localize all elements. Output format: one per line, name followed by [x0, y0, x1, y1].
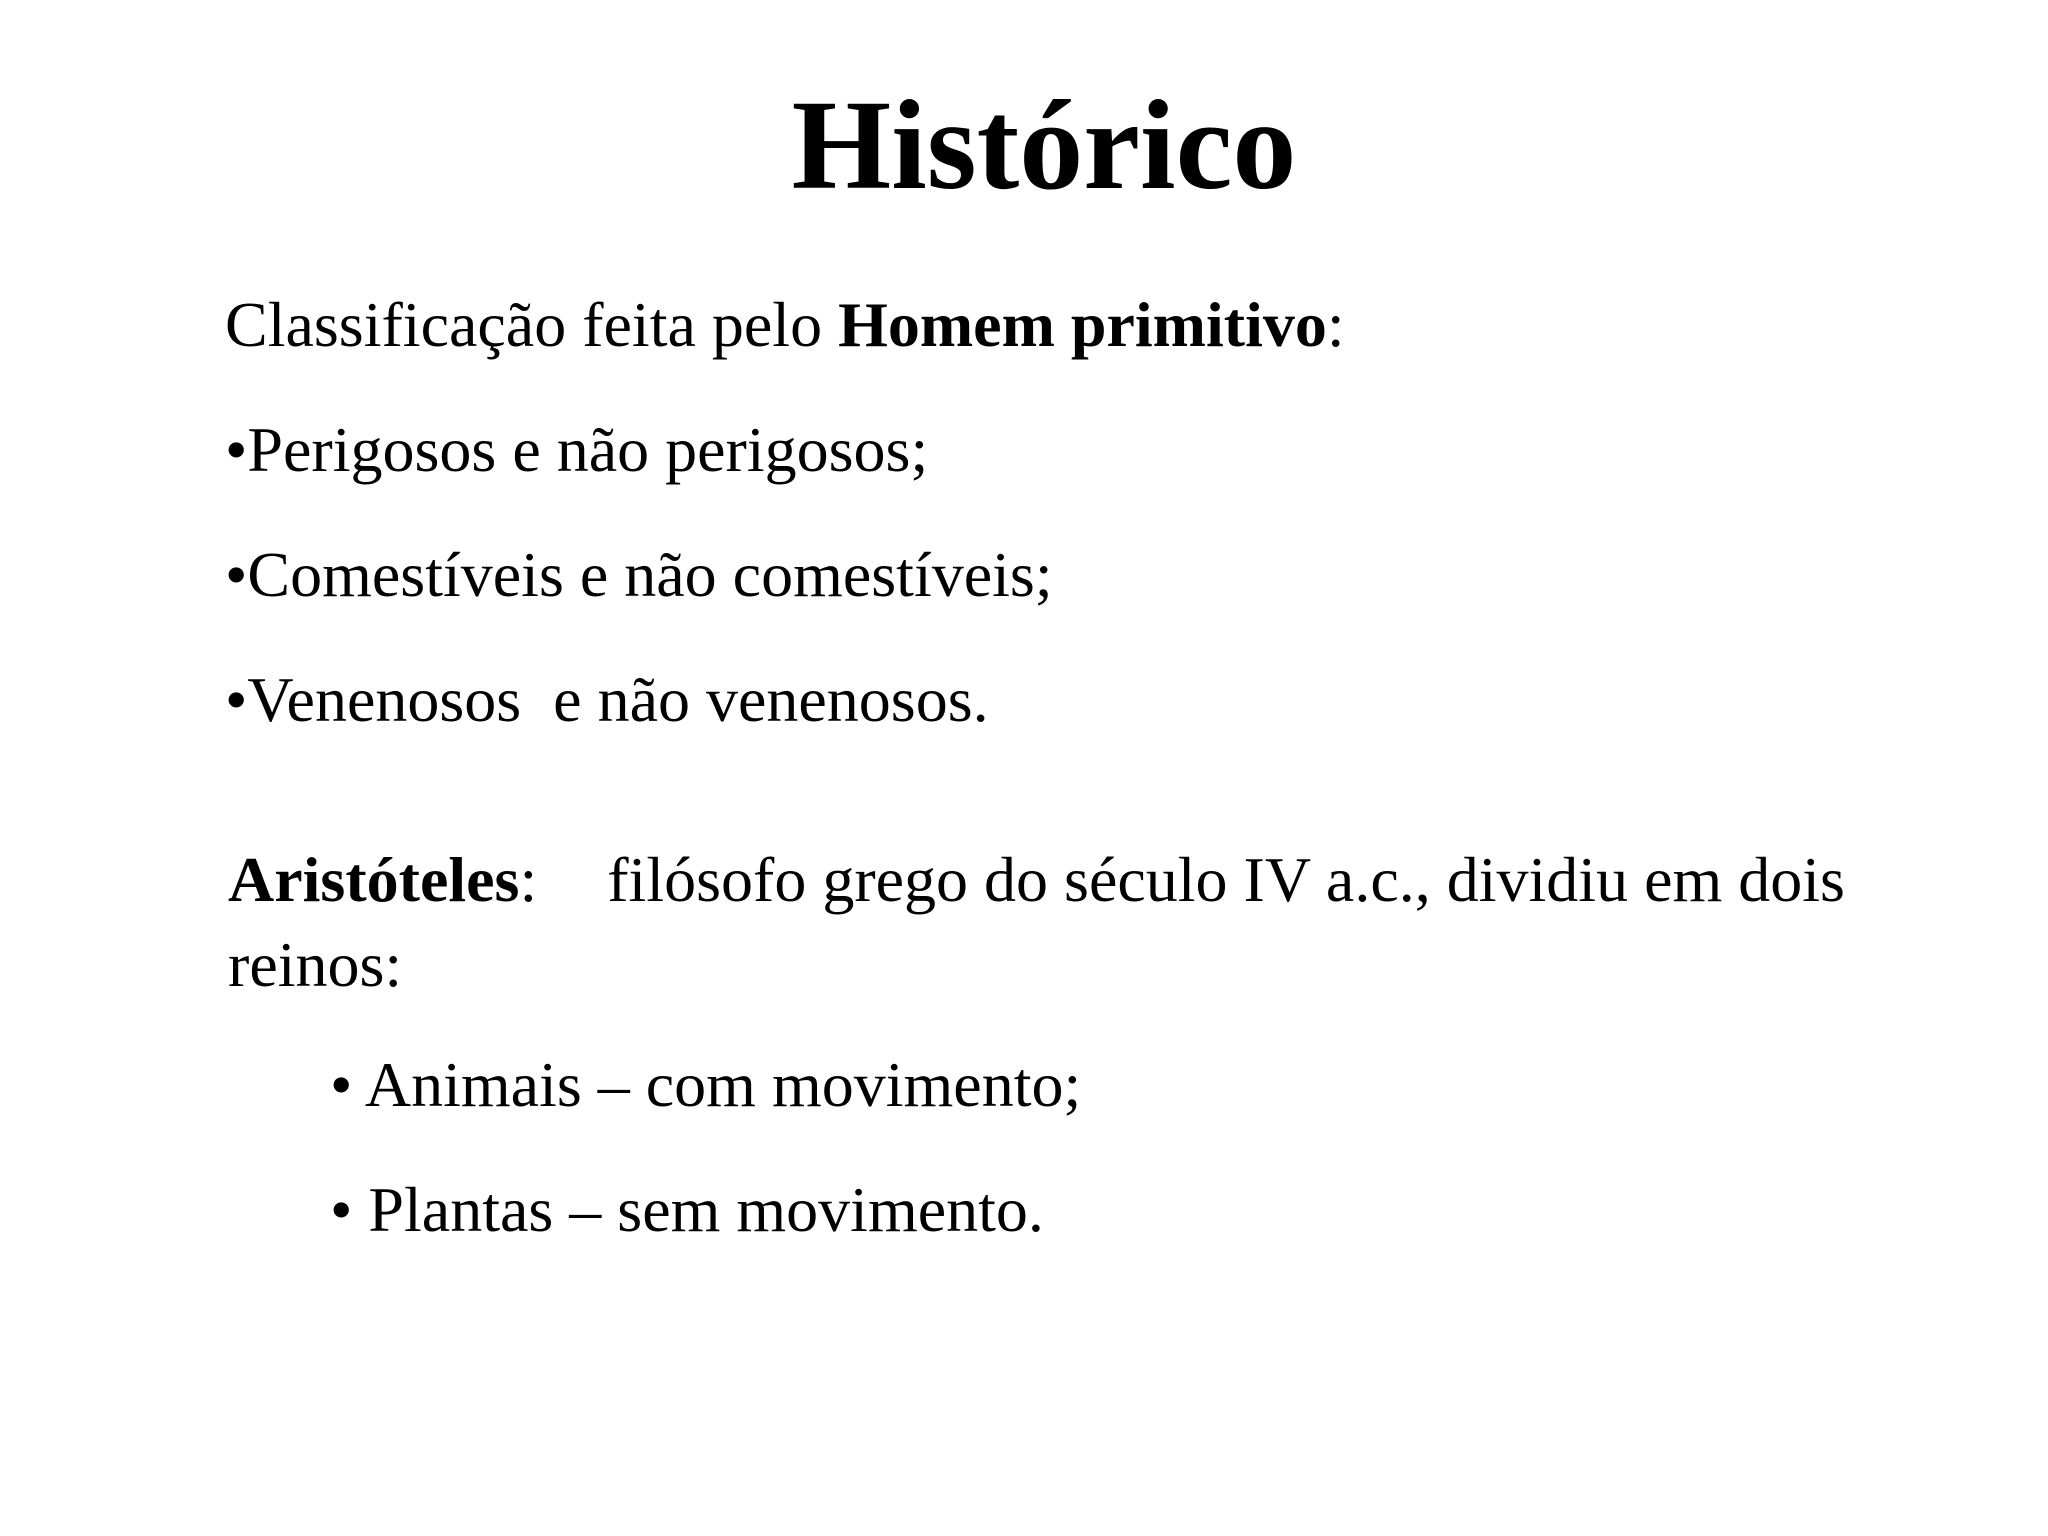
aristotle-text-line1: filósofo grego do século IV a.c., dividiu em dois	[607, 844, 1845, 915]
intro-emphasis: Homem primitivo	[838, 289, 1327, 360]
aristotle-name: Aristóteles	[228, 844, 520, 915]
intro-suffix: :	[1326, 289, 1345, 360]
aristotle-colon: :	[519, 844, 538, 915]
bullet-item: •Perigosos e não perigosos;	[225, 414, 929, 485]
aristotle-line	[228, 840, 1845, 920]
bullet-item: •Venenosos e não venenosos.	[225, 664, 989, 735]
kingdom-item: • Plantas – sem movimento.	[330, 1174, 1044, 1245]
intro-prefix: Classificação feita pelo	[225, 289, 839, 360]
slide-title: Histórico	[791, 74, 1297, 216]
aristotle-text-line2: reinos:	[228, 929, 403, 1000]
intro-line	[225, 285, 1345, 365]
kingdom-item: • Animais – com movimento;	[330, 1049, 1082, 1120]
bullet-item: •Comestíveis e não comestíveis;	[225, 539, 1053, 610]
